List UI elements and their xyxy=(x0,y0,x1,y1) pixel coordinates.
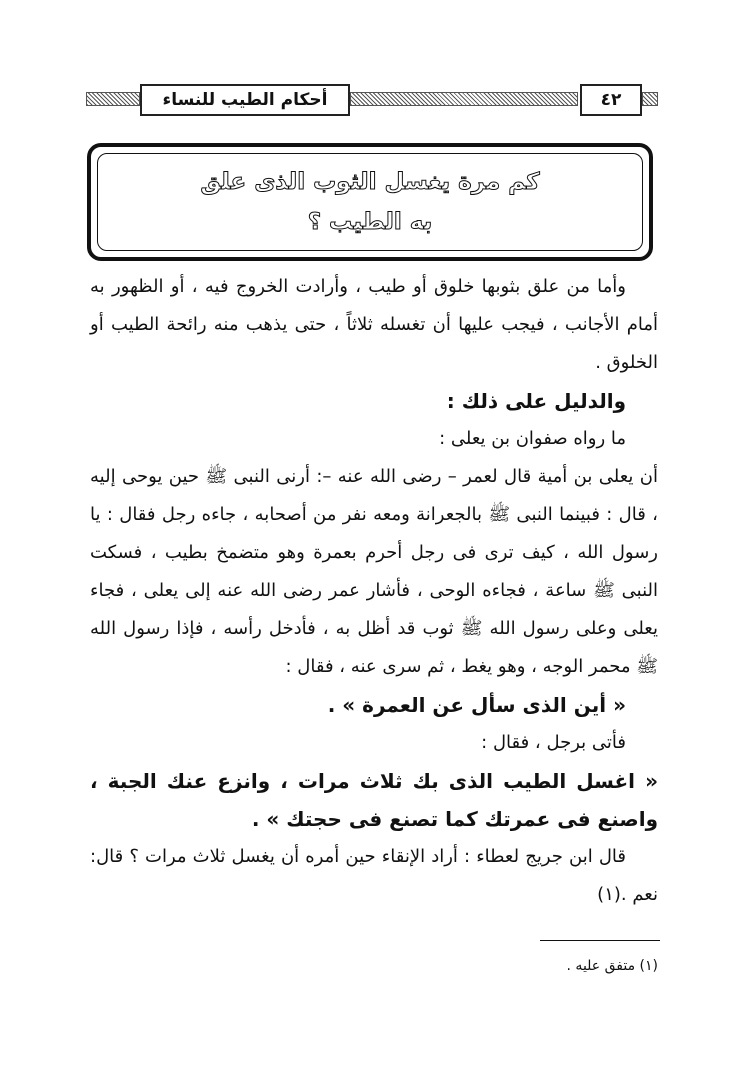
narration-continue: فأتى برجل ، فقال : xyxy=(481,732,626,753)
section-heading-box xyxy=(87,143,653,261)
hadith-text: أن يعلى بن أمية قال لعمر – رضى الله عنه –: أرنى النبى ﷺ حين يوحى إليه ، قال : فبينما النبى ﷺ بالجعرانة ومعه نفر من أصحابه ، جاءه رجل فقال : يا رسول الله ، كيف ترى فى رجل أحرم بعمرة وهو متضمخ بطيب ، فسكت النبى ﷺ ساعة ، فجاءه الوحى ، فأشار عمر رضى الله عنه إلى يعلى ، فجاء يعلى وعلى رسول الله ﷺ ثوب قد أظل به ، فأدخل رأسه ، فإذا رسول الله ﷺ محمر الوجه ، وهو يغط ، ثم سرى عنه ، فقال : xyxy=(90,466,658,677)
narration-source: ما رواه صفوان بن يعلى : xyxy=(439,428,626,449)
prophet-quote-2: « اغسل الطيب الذى بك ثلاث مرات ، وانزع عنك الجبة ، واصنع فى عمرتك كما تصنع فى حجتك » . xyxy=(90,769,658,831)
prophet-quote-1: « أين الذى سأل عن العمرة » . xyxy=(327,693,626,717)
section-heading-line-2: به الطيب ؟ xyxy=(307,209,433,235)
footnote-separator xyxy=(540,940,660,941)
paragraph-intro: وأما من علق بثوبها خلوق أو طيب ، وأرادت الخروج فيه ، أو الظهور به أمام الأجانب ، فيجب عليها أن تغسله ثلاثاً ، حتى يذهب منه رائحة الطيب أو الخلوق . xyxy=(90,276,658,373)
section-heading-inner xyxy=(97,153,643,251)
ibn-jurayj-note: قال ابن جريج لعطاء : أراد الإنقاء حين أمره أن يغسل ثلاث مرات ؟ قال: نعم .(١) xyxy=(90,846,658,905)
evidence-heading: والدليل على ذلك : xyxy=(446,389,626,413)
header-hatch-right xyxy=(642,92,658,106)
footnote: (١) متفق عليه . xyxy=(566,958,658,974)
running-title: أحكام الطيب للنساء xyxy=(140,84,350,116)
section-heading-line-1: كم مرة يغسل الثوب الذى علق xyxy=(200,169,540,195)
main-text xyxy=(90,268,658,914)
running-header xyxy=(86,84,656,114)
header-hatch-middle xyxy=(350,92,578,106)
page-number: ٤٢ xyxy=(580,84,642,116)
header-hatch-left xyxy=(86,92,140,106)
